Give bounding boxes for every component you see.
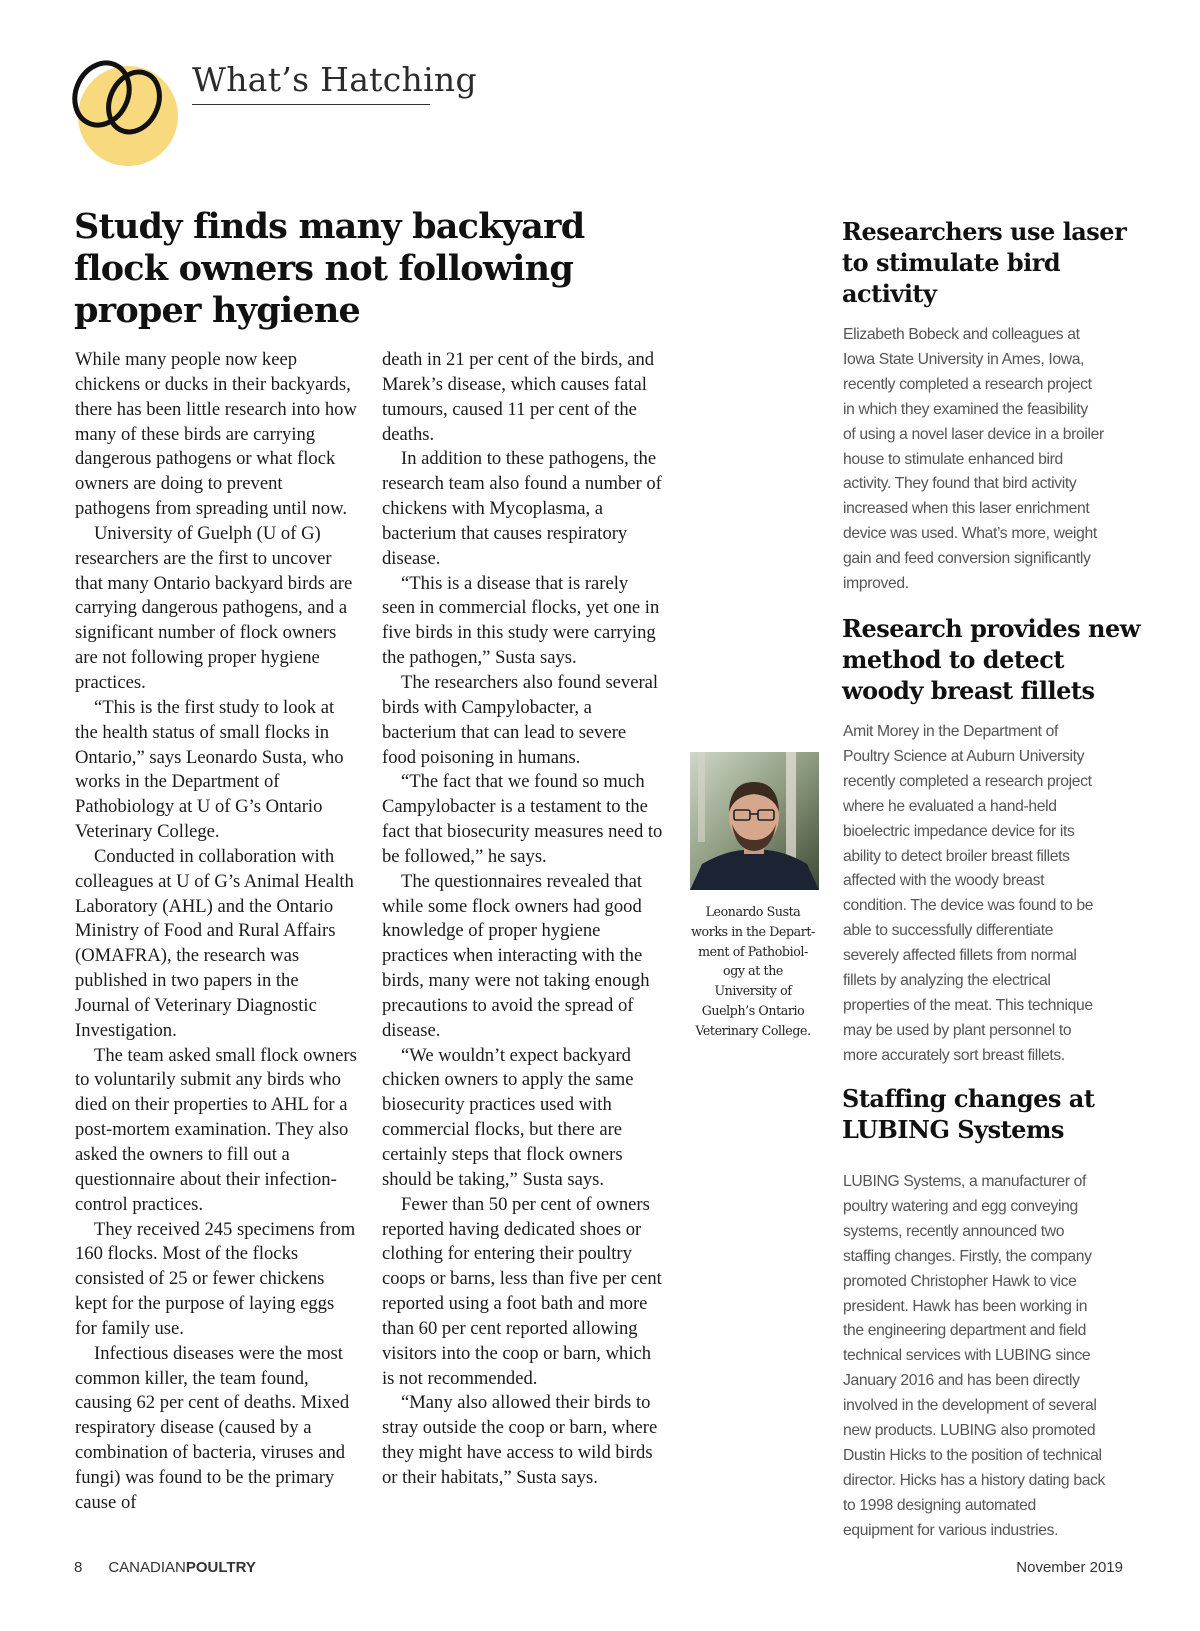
sidebar-line: affected with the woody breast (843, 872, 1045, 890)
paragraph: They received 245 specimens from 160 flocks. Most of the flocks consisted of 25 or fewer chickens kept for the purpose of laying eggs for family use. (75, 1218, 356, 1339)
sidebar-line: promoted Christopher Hawk to vice (843, 1272, 1077, 1290)
section-divider (192, 104, 430, 105)
section-title: What’s Hatching (192, 60, 477, 99)
sidebar-line: Dustin Hicks to the position of technical (843, 1446, 1102, 1464)
sidebar-headline-woody-breast: Research provides new method to detect woody breast fillets (842, 614, 1140, 705)
sidebar-headline-staffing: Staffing changes at LUBING Systems (842, 1084, 1095, 1144)
page-number: 8 (74, 1559, 83, 1576)
sidebar-line: Amit Morey in the Department of (843, 723, 1058, 740)
paragraph: “The fact that we found so much Campylobacter is a testament to the fact that biosecurity measures need to be followed,” he says. (382, 771, 663, 867)
footer-folio (74, 1559, 256, 1576)
paragraph: The researchers also found several birds with Campylobacter, a bacterium that can lead to severe food poisoning in humans. (382, 671, 659, 768)
sidebar-line: the engineering department and field (843, 1322, 1086, 1340)
caption-line: ment of Pathobiol- (698, 943, 808, 959)
sidebar-body-staffing (843, 1170, 1133, 1544)
sidebar-line: activity. They found that bird activity (843, 475, 1077, 493)
magazine-name-bold: POULTRY (185, 1559, 256, 1576)
caption-line: ogy at the (723, 963, 783, 979)
sidebar-line: severely affected fillets from normal (843, 947, 1077, 965)
paragraph: While many people now keep chickens or ducks in their backyards, there has been little research into how many of these birds are carrying dangerous pathogens or what flock owners are doing to prevent pathogens from spreading until now. (75, 349, 357, 520)
paragraph: In addition to these pathogens, the research team also found a number of chickens with Mycoplasma, a bacterium that causes respiratory disease. (382, 448, 662, 569)
sidebar-line: where he evaluated a hand-held (843, 797, 1057, 815)
paragraph: Fewer than 50 per cent of owners reported having dedicated shoes or clothing for entering their poultry coops or barns, less than five per cent reported using a foot bath and more than 60 per cent reported allowing visitors into the coop or barn, which is not recommended. (382, 1193, 662, 1389)
sidebar-line: systems, recently announced two (843, 1222, 1065, 1240)
sidebar-line: fillets by analyzing the electrical (843, 972, 1051, 990)
sidebar-line: may be used by plant personnel to (843, 1021, 1072, 1039)
paragraph: “This is the first study to look at the health status of small flocks in Ontario,” says Leonardo Susta, who works in the Department of Pathobiology at U of G’s Ontario Veterinary College. (75, 696, 344, 843)
sidebar-line: properties of the meat. This technique (843, 996, 1093, 1014)
paragraph: The questionnaires revealed that while some flock owners had good knowledge of proper hygiene practices when interacting with the birds, many were not taking enough precautions to avoid the spread of disease. (382, 870, 650, 1041)
paragraph: Infectious diseases were the most common killer, the team found, causing 62 per cent of deaths. Mixed respiratory disease (caused by a combination of bacteria, viruses and fungi) was found to be the primary cause of (75, 1342, 350, 1513)
sidebar-line: improved. (843, 575, 909, 593)
sidebar-line: recently completed a research project (843, 772, 1092, 790)
sidebar-line: ability to detect broiler breast fillets (843, 847, 1070, 865)
sidebar-line: president. Hawk has been working in (843, 1297, 1088, 1315)
caption-line: Guelph’s Ontario (701, 1002, 805, 1018)
sidebar-body-laser (843, 323, 1133, 597)
sidebar-line: Iowa State University in Ames, Iowa, (843, 350, 1085, 368)
sidebar-line: involved in the development of several (843, 1397, 1097, 1415)
issue-date: November 2019 (1016, 1559, 1123, 1576)
photo-caption (683, 902, 823, 1041)
caption-line: works in the Depart- (691, 923, 815, 939)
portrait-photo (690, 752, 819, 890)
article-headline: Study finds many backyard flock owners not following proper hygiene (74, 206, 585, 331)
sidebar-line: poultry watering and egg conveying (843, 1197, 1078, 1215)
sidebar-line: Elizabeth Bobeck and colleagues at (843, 326, 1080, 343)
sidebar-line: technical services with LUBING since (843, 1347, 1091, 1365)
sidebar-line: house to stimulate enhanced bird (843, 450, 1063, 468)
paragraph: “Many also allowed their birds to stray outside the coop or barn, where they might have access to wild birds or their habitats,” Susta says. (382, 1392, 658, 1488)
paragraph: University of Guelph (U of G) researchers are the first to uncover that many Ontario backyard birds are carrying dangerous pathogens, and a significant number of flock owners are not following proper hygiene practices. (75, 522, 353, 693)
caption-line: Veterinary College. (695, 1022, 811, 1038)
caption-line: University of (714, 983, 792, 999)
sidebar-line: of using a novel laser device in a broiler (843, 425, 1104, 443)
sidebar-line: in which they examined the feasibility (843, 400, 1088, 418)
sidebar-line: equipment for various industries. (843, 1521, 1059, 1539)
caption-line: Leonardo Susta (705, 904, 801, 919)
sidebar-line: bioelectric impedance device for its (843, 822, 1075, 840)
sidebar-line: Poultry Science at Auburn University (843, 747, 1085, 765)
paragraph: “This is a disease that is rarely seen in commercial flocks, yet one in five birds in this study were carrying the pathogen,” Susta says. (382, 572, 660, 669)
sidebar-headline-laser: Researchers use laser to stimulate bird activity (842, 217, 1127, 308)
sidebar-line: January 2016 and has been directly (843, 1372, 1080, 1390)
sidebar-line: LUBING Systems, a manufacturer of (843, 1173, 1087, 1190)
sidebar-line: condition. The device was found to be (843, 897, 1094, 915)
sidebar-line: staffing changes. Firstly, the company (843, 1247, 1092, 1265)
magazine-name-light: CANADIAN (108, 1559, 186, 1576)
sidebar-body-woody-breast (843, 720, 1133, 1069)
sidebar-line: more accurately sort breast fillets. (843, 1046, 1065, 1064)
sidebar-line: director. Hicks has a history dating back (843, 1471, 1106, 1489)
sidebar-line: increased when this laser enrichment (843, 500, 1090, 518)
paragraph: “We wouldn’t expect backyard chicken owners to apply the same biosecurity practices used with commercial flocks, but there are certainly steps that flock owners should be taking,” Susta says. (382, 1044, 634, 1190)
paragraph: death in 21 per cent of the birds, and Marek’s disease, which causes fatal tumours, caused 11 per cent of the deaths. (382, 349, 655, 445)
sidebar-line: device was used. What’s more, weight (843, 525, 1097, 543)
sidebar-line: able to successfully differentiate (843, 922, 1054, 940)
sidebar-line: new products. LUBING also promoted (843, 1422, 1096, 1440)
eggs-logo-icon (70, 58, 180, 168)
article-column-1 (75, 348, 357, 1516)
sidebar-line: recently completed a research project (843, 375, 1092, 393)
sidebar-line: to 1998 designing automated (843, 1496, 1036, 1514)
sidebar-line: gain and feed conversion significantly (843, 550, 1091, 568)
paragraph: The team asked small flock owners to voluntarily submit any birds who died on their properties to AHL for a post-mortem examination. They also asked the owners to fill out a questionnaire about their infection-control practices. (75, 1044, 357, 1215)
paragraph: Conducted in collaboration with colleagues at U of G’s Animal Health Laboratory (AHL) and the Ontario Ministry of Food and Rural Affairs (OMAFRA), the research was published in two papers in the Journal of Veterinary Diagnostic Investigation. (75, 845, 354, 1041)
article-column-2 (382, 348, 664, 1491)
